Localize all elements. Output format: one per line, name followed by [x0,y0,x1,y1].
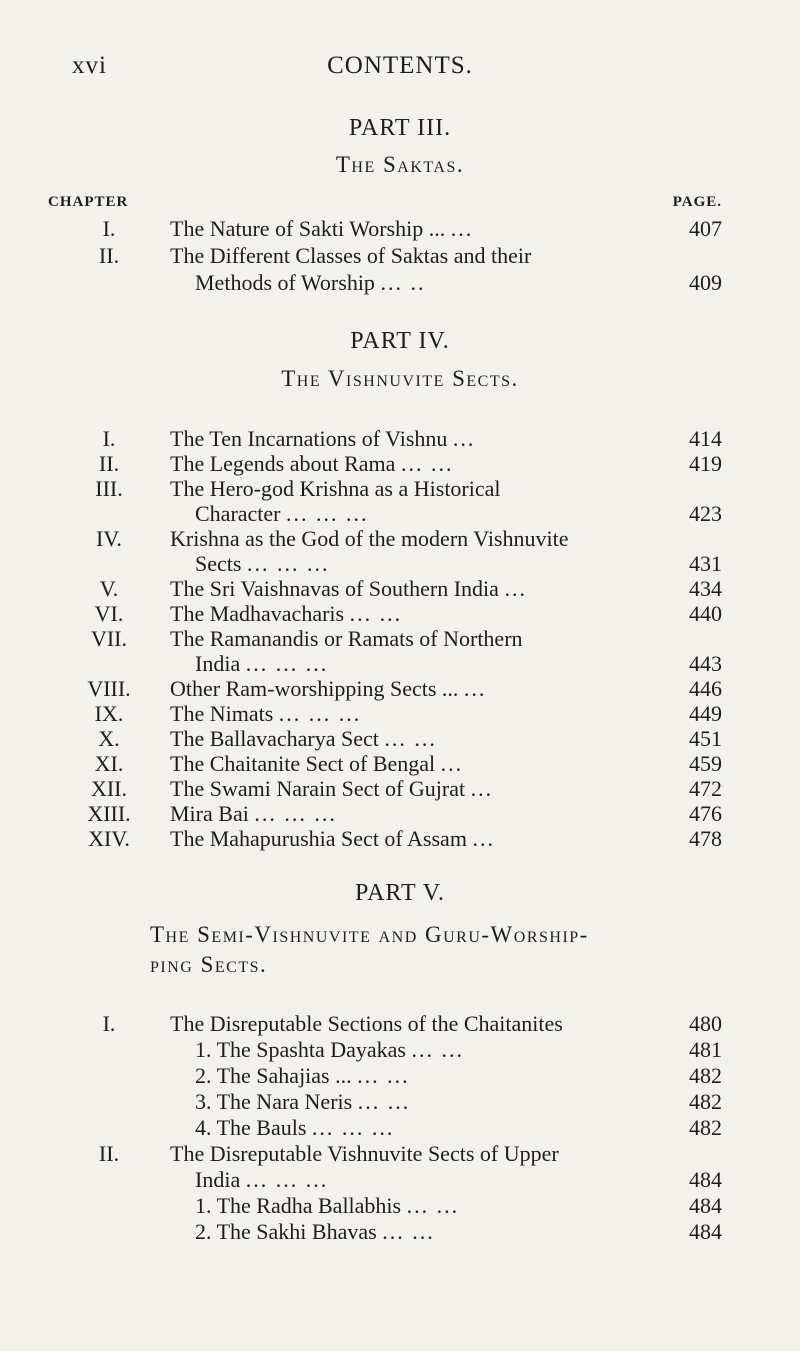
page-number: 443 [689,651,722,676]
chapter-number: XIV. [88,826,130,851]
chapter-number: X. [98,726,120,751]
part4-subtitle: The Vishnuvite Sects. [281,366,519,391]
toc-entry [0,800,800,825]
chapter-number: XIII. [87,801,131,826]
running-title: CONTENTS. [327,52,473,79]
leader-dots: ... [440,751,464,776]
leader-dots: ... ... ... [254,801,337,826]
toc-subentry [0,1088,800,1114]
page-number: 449 [689,701,722,726]
page-number: 431 [689,551,722,576]
chapter-number: I. [102,426,116,451]
chapter-number: IV. [96,526,122,551]
leader-dots: ... [504,576,527,601]
toc-subentry [0,1114,800,1140]
page-number: 446 [689,676,722,701]
entry-title: 1. The Radha Ballabhis ... ... [195,1193,460,1218]
page-number: 482 [689,1089,722,1114]
page-number: 481 [689,1037,722,1062]
page-column-label: PAGE. [672,194,722,210]
page-number: 484 [689,1219,722,1244]
entry-title: 2. The Sahajias ... ... ... [195,1063,410,1088]
toc-subentry [0,1062,800,1088]
leader-dots: ... ... [349,601,403,626]
toc-entry [0,825,800,850]
page-number: 414 [689,426,722,451]
toc-subentry [0,1036,800,1062]
toc-entry [0,775,800,800]
leader-dots: ... [472,826,495,851]
entry-title: 4. The Bauls ... ... ... [195,1115,395,1140]
toc-entry-continued [0,500,800,525]
entry-title: The Ten Incarnations of Vishnu ... [170,426,476,451]
chapter-number: VIII. [87,676,131,701]
page-number: 484 [689,1167,722,1192]
entry-title: India ... ... ... [195,1167,329,1192]
entry-title: The Different Classes of Saktas and their [170,243,532,268]
toc-entry [0,750,800,775]
entry-title: Mira Bai ... ... ... [170,801,337,826]
chapter-number: XI. [94,751,124,776]
entry-title: The Ballavacharya Sect ... ... [170,726,437,751]
leader-dots: ... ... [357,1089,411,1114]
toc-entry [0,450,800,475]
page-number: 482 [689,1063,722,1088]
entry-title: 2. The Sakhi Bhavas ... ... [195,1219,435,1244]
page-number: 409 [689,270,722,295]
page-number: 480 [689,1011,722,1036]
entry-title: Other Ram-worshipping Sects ... ... [170,676,487,701]
toc-entry [0,725,800,750]
entry-title: The Nature of Sakti Worship ... ... [170,216,474,241]
entry-title: The Hero-god Krishna as a Historical [170,476,501,501]
toc-entry [0,600,800,625]
chapter-number: XII. [90,776,128,801]
leader-dots: ... [452,426,476,451]
entry-title: The Sri Vaishnavas of Southern India ... [170,576,527,601]
chapter-number: I. [102,216,116,241]
page-number: 478 [689,826,722,851]
toc-entry-continued [0,269,800,296]
folio-number: xvi [72,52,107,79]
entry-title: The Legends about Rama ... ... [170,451,454,476]
toc-entry [0,1140,800,1166]
chapter-number: VII. [90,626,128,651]
page-number: 440 [689,601,722,626]
page-number: 482 [689,1115,722,1140]
leader-dots: ... ... ... [245,1167,329,1192]
chapter-number: I. [102,1011,116,1036]
toc-subentry [0,1218,800,1244]
chapter-number: IX. [94,701,124,726]
toc-entry-continued [0,650,800,675]
entry-title: The Chaitanite Sect of Bengal ... [170,751,464,776]
chapter-column-label: CHAPTER [48,194,129,210]
leader-dots: ... ... ... [245,651,329,676]
part3-entries [0,215,800,296]
entry-title: The Ramanandis or Ramats of Northern [170,626,523,651]
page-number: 423 [689,501,722,526]
chapter-number: III. [95,476,123,501]
entry-title: Character ... ... ... [195,501,369,526]
page-number: 434 [689,576,722,601]
page-number: 407 [689,216,722,241]
chapter-number: VI. [94,601,124,626]
part3-title: PART III. [348,115,452,141]
leader-dots: ... ... ... [311,1115,395,1140]
part5-subtitle-line: ping Sects. [150,952,268,977]
page-number: 419 [689,451,722,476]
leader-dots: ... ... [357,1063,410,1088]
entry-title: The Disreputable Vishnuvite Sects of Upper [170,1141,559,1166]
toc-entry [0,475,800,500]
toc-entry [0,575,800,600]
toc-entry [0,1010,800,1036]
page-number: 476 [689,801,722,826]
part5-entries [0,1010,800,1244]
entry-title: Methods of Worship ... .. [195,270,426,295]
part3-subtitle: The Saktas. [335,152,465,177]
entry-title: Krishna as the God of the modern Vishnuvite [170,526,569,551]
page-number: 451 [689,726,722,751]
page-number: 484 [689,1193,722,1218]
entry-title: India ... ... ... [195,651,329,676]
page-number: 472 [689,776,722,801]
toc-entry-continued [0,550,800,575]
toc-entry [0,425,800,450]
chapter-number: II. [98,451,120,476]
part5-subtitle [150,920,670,980]
part5-title: PART V. [354,880,446,906]
chapter-number: V. [99,576,119,601]
chapter-number: II. [98,243,120,268]
leader-dots: ... ... [384,726,437,751]
entry-title: Sects ... ... ... [195,551,330,576]
toc-entry [0,700,800,725]
part4-title: PART IV. [350,328,450,354]
leader-dots: ... [450,216,474,241]
leader-dots: ... ... ... [278,701,362,726]
part4-entries [0,425,800,850]
entry-title: The Nimats ... ... ... [170,701,362,726]
leader-dots: ... .. [380,270,426,295]
toc-entry [0,242,800,269]
part5-subtitle-line: The Semi-Vishnuvite and Guru-Worship- [150,922,589,947]
toc-entry-continued [0,1166,800,1192]
entry-title: The Disreputable Sections of the Chaitanites [170,1011,563,1036]
leader-dots: ... ... [400,451,454,476]
toc-subentry [0,1192,800,1218]
toc-entry [0,675,800,700]
leader-dots: ... ... [382,1219,435,1244]
leader-dots: ... ... [411,1037,464,1062]
entry-title: The Swami Narain Sect of Gujrat ... [170,776,494,801]
entry-title: 1. The Spashta Dayakas ... ... [195,1037,464,1062]
toc-entry [0,215,800,242]
leader-dots: ... ... ... [246,551,330,576]
toc-entry [0,625,800,650]
leader-dots: ... ... [406,1193,460,1218]
entry-title: The Madhavacharis ... ... [170,601,403,626]
entry-title: 3. The Nara Neris ... ... [195,1089,411,1114]
chapter-number: II. [98,1141,120,1166]
page-number: 459 [689,751,722,776]
entry-title: The Mahapurushia Sect of Assam ... [170,826,495,851]
toc-entry [0,525,800,550]
leader-dots: ... [463,676,487,701]
leader-dots: ... ... ... [286,501,369,526]
leader-dots: ... [470,776,494,801]
